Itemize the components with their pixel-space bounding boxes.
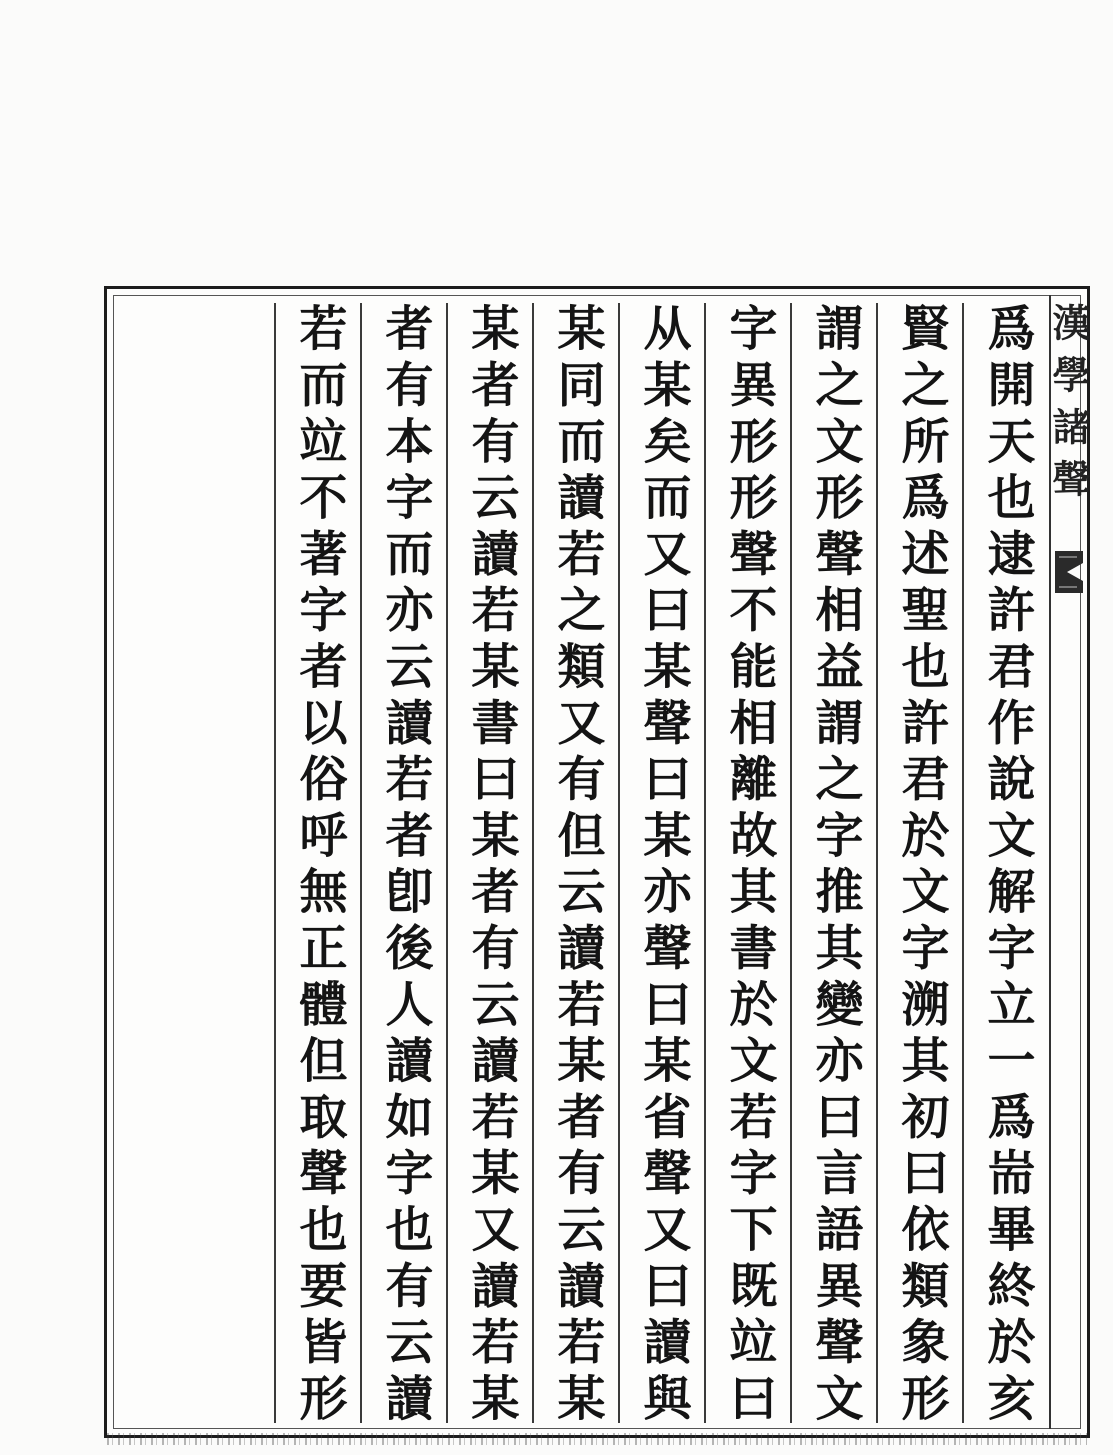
column-text: 謂之文形聲相益謂之字推其變亦曰言語異聲文 — [807, 303, 863, 1429]
column-text: 字異形形聲不能相離故其書於文若字下既竝曰 — [721, 303, 777, 1429]
text-column-2 — [876, 303, 962, 1429]
margin-title: 漢學諸聲 — [1046, 303, 1091, 511]
text-column-5 — [618, 303, 704, 1429]
column-text: 从某矣而又曰某聲曰某亦聲曰某省聲又曰讀與 — [635, 303, 691, 1429]
margin-column — [1046, 295, 1091, 1429]
column-text: 者有本字而亦云讀若者卽後人讀如字也有云讀 — [377, 303, 433, 1429]
print-noise — [107, 1433, 1087, 1445]
text-column-1 — [962, 303, 1048, 1429]
text-column-4 — [704, 303, 790, 1429]
column-text: 爲開天也逮許君作說文解字立一爲耑畢終於亥 — [979, 303, 1035, 1429]
text-column-6 — [532, 303, 618, 1429]
column-text: 若而竝不著字者以俗呼無正體但取聲也要皆形 — [291, 303, 347, 1429]
text-column-9 — [274, 303, 360, 1429]
text-column-3 — [790, 303, 876, 1429]
print-frame — [104, 286, 1090, 1438]
text-column-8 — [360, 303, 446, 1429]
column-text: 某者有云讀若某書曰某者有云讀若某又讀若某 — [463, 303, 519, 1429]
text-column-7 — [446, 303, 532, 1429]
column-text: 某同而讀若之類又有但云讀若某者有云讀若某 — [549, 303, 605, 1429]
column-text: 賢之所爲述聖也許君於文字溯其初曰依類象形 — [893, 303, 949, 1429]
fish-tail-mark — [1053, 549, 1085, 595]
